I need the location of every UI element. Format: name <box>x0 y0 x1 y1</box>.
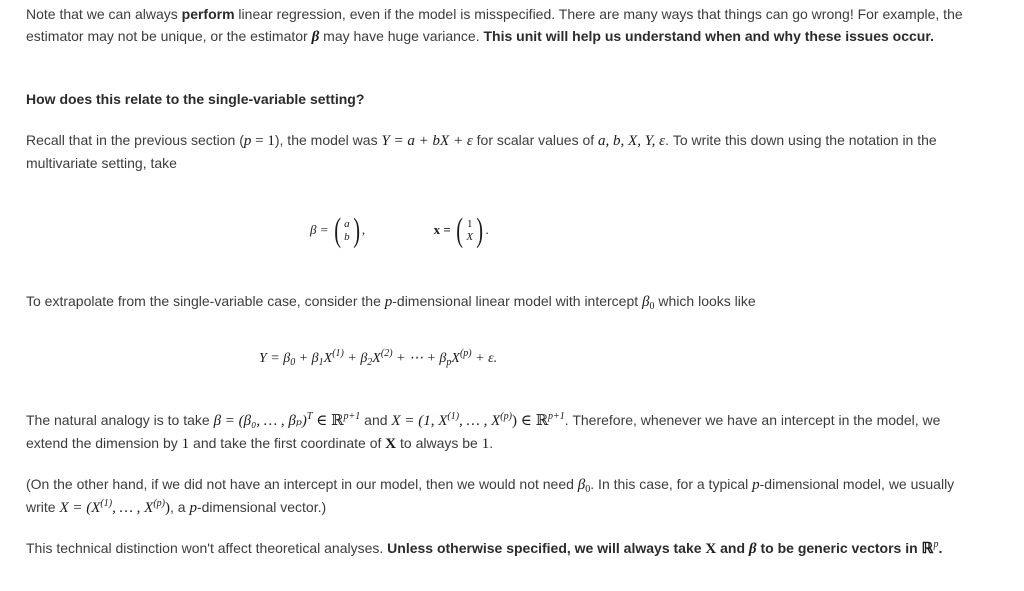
x-column-vector: ( 1 X ) <box>456 212 484 249</box>
recall-paragraph: Recall that in the previous section (p = 1), the model was Y = a + bX + ε for scalar values of a, b, X, Y, ε. To write this down using the notation in the multivariate setting, take <box>26 132 937 171</box>
intro-paragraph: Note that we can always perform linear regression, even if the model is misspecified. There are many ways that things can go wrong! For example, the estimator may not be unique, or the estimator β may have huge variance. This unit will help us understand when and why these issues occur. <box>26 6 963 45</box>
scalar-model-formula: Y = a + bX + ε <box>381 133 473 149</box>
analogy-paragraph: The natural analogy is to take β = (β₀, … , βₚ)$^T$ ∈ ℝ$^{p+1}$ and X = (1, $X^{(1)}$, … , $X^{(p)}$) ∈ ℝ$^{p+1}$. Therefore, whenever we have an intercept in the model, we extend the dimension by 1 and take the first coordinate of X to always be 1. <box>26 411 941 452</box>
beta-symbol: β <box>311 28 320 45</box>
section-heading: How does this relate to the single-variable setting? <box>26 91 365 107</box>
vector-definition-display: β = ( a b ) , x = ( 1 X ) . <box>310 212 489 249</box>
no-intercept-paragraph: (On the other hand, if we did not have an intercept in our model, then we would not need $\beta_0$. In this case, for a typical p-dimensional model, we usually write $X = (X^{(1)}$, … , $X^{(p)}$), a p-dimensional vector.) <box>26 476 955 516</box>
perform-emphasis: perform <box>181 6 235 22</box>
beta-column-vector: ( a b ) <box>334 212 360 249</box>
extrapolate-paragraph: To extrapolate from the single-variable case, consider the p-dimensional linear model with intercept $\beta_0$ which looks like <box>26 293 756 312</box>
x-vector-no-intercept: X = (X <box>59 499 101 516</box>
beta-vector-definition: β = (β₀, … , βₚ) <box>213 413 307 429</box>
unit-goal-emphasis: This unit will help us understand when and why these issues occur. <box>483 27 934 44</box>
x-vector-definition: X = (1, X <box>391 413 448 429</box>
conclusion-paragraph: This technical distinction won't affect theoretical analyses. Unless otherwise specified, we will always take X and β to be generic vectors in ℝ$^p$. <box>26 539 943 557</box>
linear-model-display: $Y = \beta_0 + \beta_1X^{(1)} + \beta_2X^{(2)}$ + ⋯ + $\beta_pX^{(p)} + \varepsilon$. <box>259 348 498 368</box>
